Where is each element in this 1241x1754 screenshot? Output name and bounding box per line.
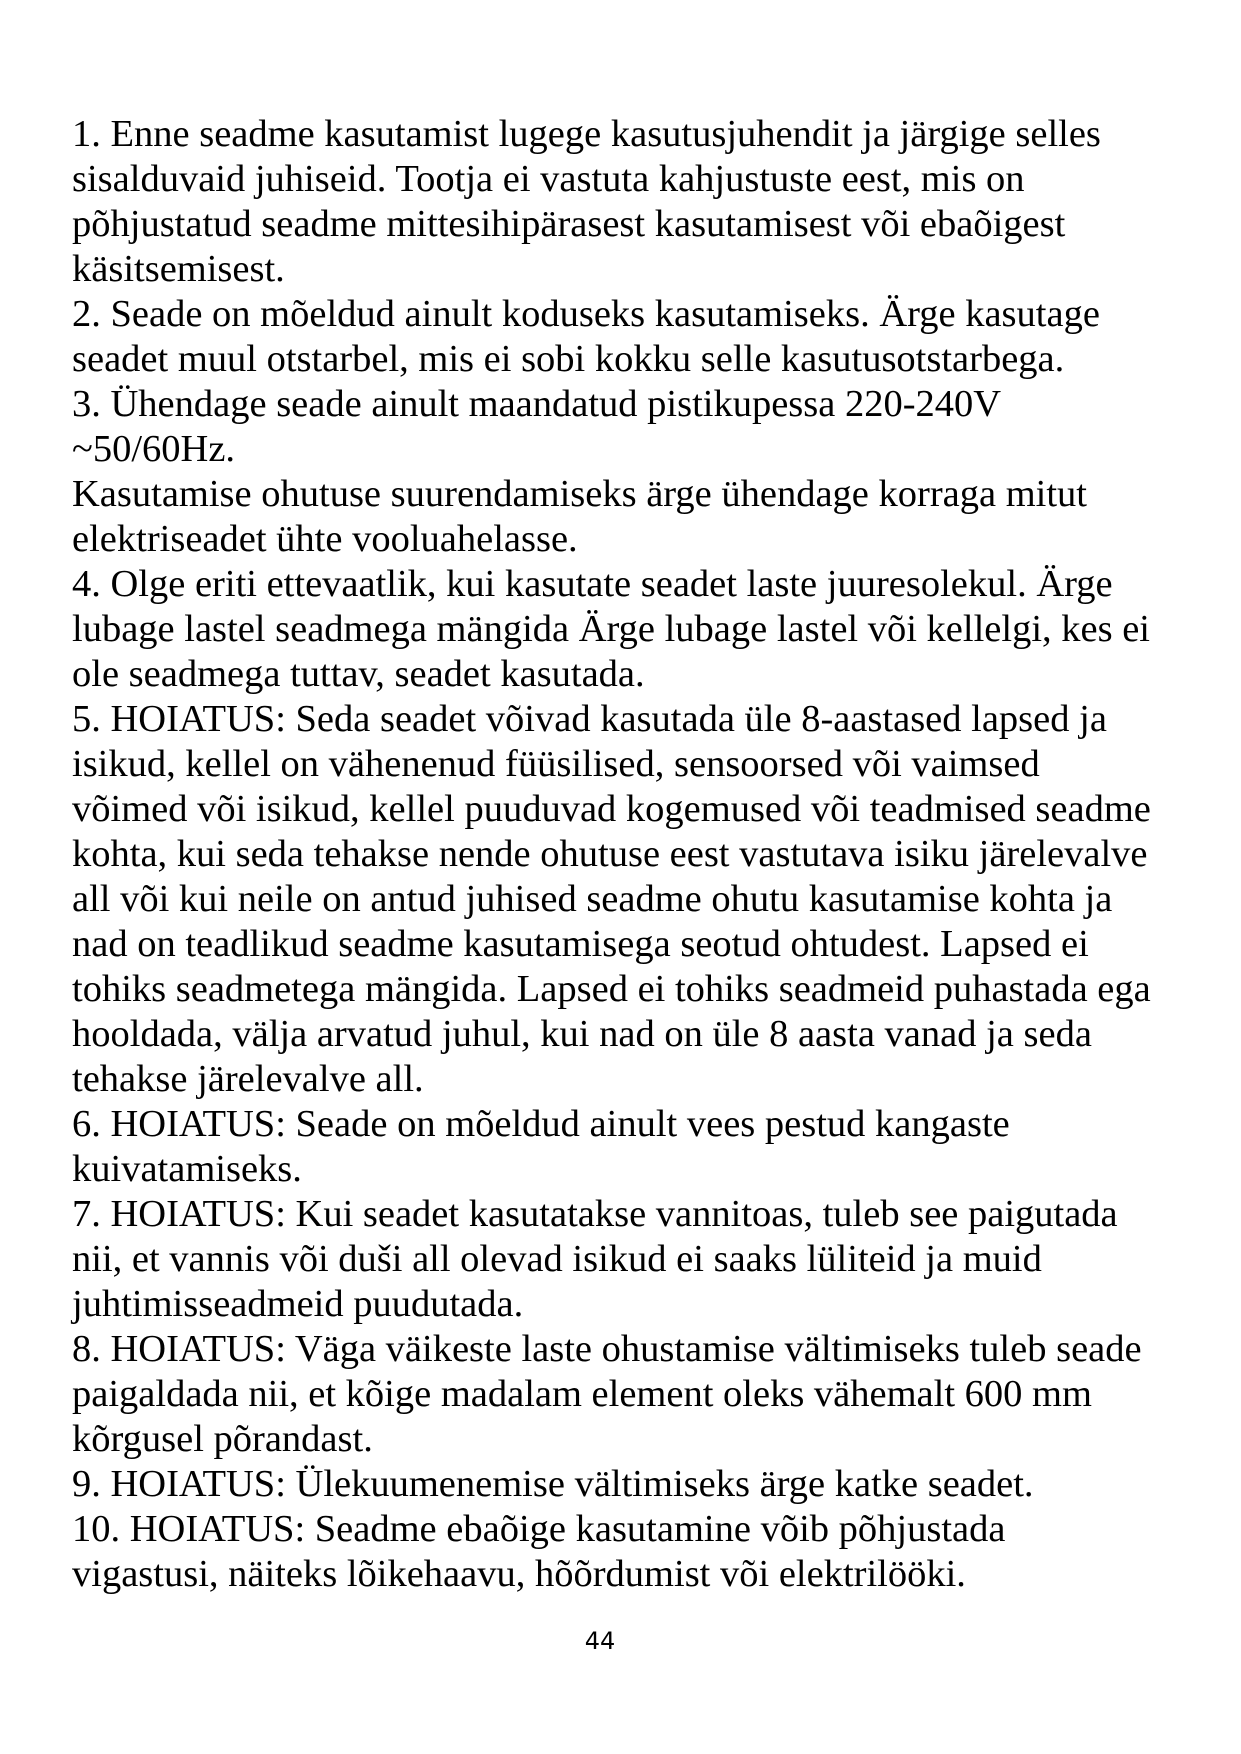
instruction-item-5: 5. HOIATUS: Seda seadet võivad kasutada üle 8-aastased lapsed ja isikud, kellel on vähenenud füüsilised, sensoorsed või vaimsed võimed või isikud, kellel puuduvad kogemused või teadmised seadme kohta, kui seda tehakse nende ohutuse eest vastutava isiku järelevalve all või kui neile on antud juhised seadme ohutu kasutamise kohta ja nad on teadlikud seadme kasutamisega seotud ohtudest. Lapsed ei tohiks seadmetega mängida. Lapsed ei tohiks seadmeid puhastada ega hooldada, välja arvatud juhul, kui nad on üle 8 aasta vanad ja seda tehakse järelevalve all. bbox=[72, 698, 1151, 1100]
instruction-item-6: 6. HOIATUS: Seade on mõeldud ainult vees pestud kangaste kuivatamiseks. bbox=[72, 1103, 1010, 1190]
instruction-item-1: 1. Enne seadme kasutamist lugege kasutusjuhendit ja järgige selles sisalduvaid juhiseid. Tootja ei vastuta kahjustuste eest, mis on põhjustatud seadme mittesihipärasest kasutamisest või ebaõigest käsitsemisest. bbox=[72, 113, 1101, 290]
instruction-text-body bbox=[72, 112, 1152, 1597]
instruction-item-7: 7. HOIATUS: Kui seadet kasutatakse vannitoas, tuleb see paigutada nii, et vannis või duši all olevad isikud ei saaks lüliteid ja muid juhtimisseadmeid puudutada. bbox=[72, 1193, 1118, 1325]
instruction-item-10: 10. HOIATUS: Seadme ebaõige kasutamine võib põhjustada vigastusi, näiteks lõikehaavu, hõõrdumist või elektrilööki. bbox=[72, 1508, 1006, 1595]
instruction-item-8: 8. HOIATUS: Väga väikeste laste ohustamise vältimiseks tuleb seade paigaldada nii, et kõige madalam element oleks vähemalt 600 mm kõrgusel põrandast. bbox=[72, 1328, 1142, 1460]
instruction-item-2: 2. Seade on mõeldud ainult koduseks kasutamiseks. Ärge kasutage seadet muul otstarbel, mis ei sobi kokku selle kasutusotstarbega. bbox=[72, 293, 1100, 380]
instruction-item-4: 4. Olge eriti ettevaatlik, kui kasutate seadet laste juuresolekul. Ärge lubage lastel seadmega mängida Ärge lubage lastel või kellelgi, kes ei ole seadmega tuttav, seadet kasutada. bbox=[72, 563, 1150, 695]
instruction-item-9: 9. HOIATUS: Ülekuumenemise vältimiseks ärge katke seadet. bbox=[72, 1463, 1034, 1505]
instruction-item-3: 3. Ühendage seade ainult maandatud pistikupessa 220-240V ~50/60Hz. bbox=[72, 383, 1001, 470]
instruction-note-circuit: Kasutamise ohutuse suurendamiseks ärge ühendage korraga mitut elektriseadet ühte vooluahelasse. bbox=[72, 473, 1087, 560]
page-number: 44 bbox=[584, 1627, 616, 1655]
